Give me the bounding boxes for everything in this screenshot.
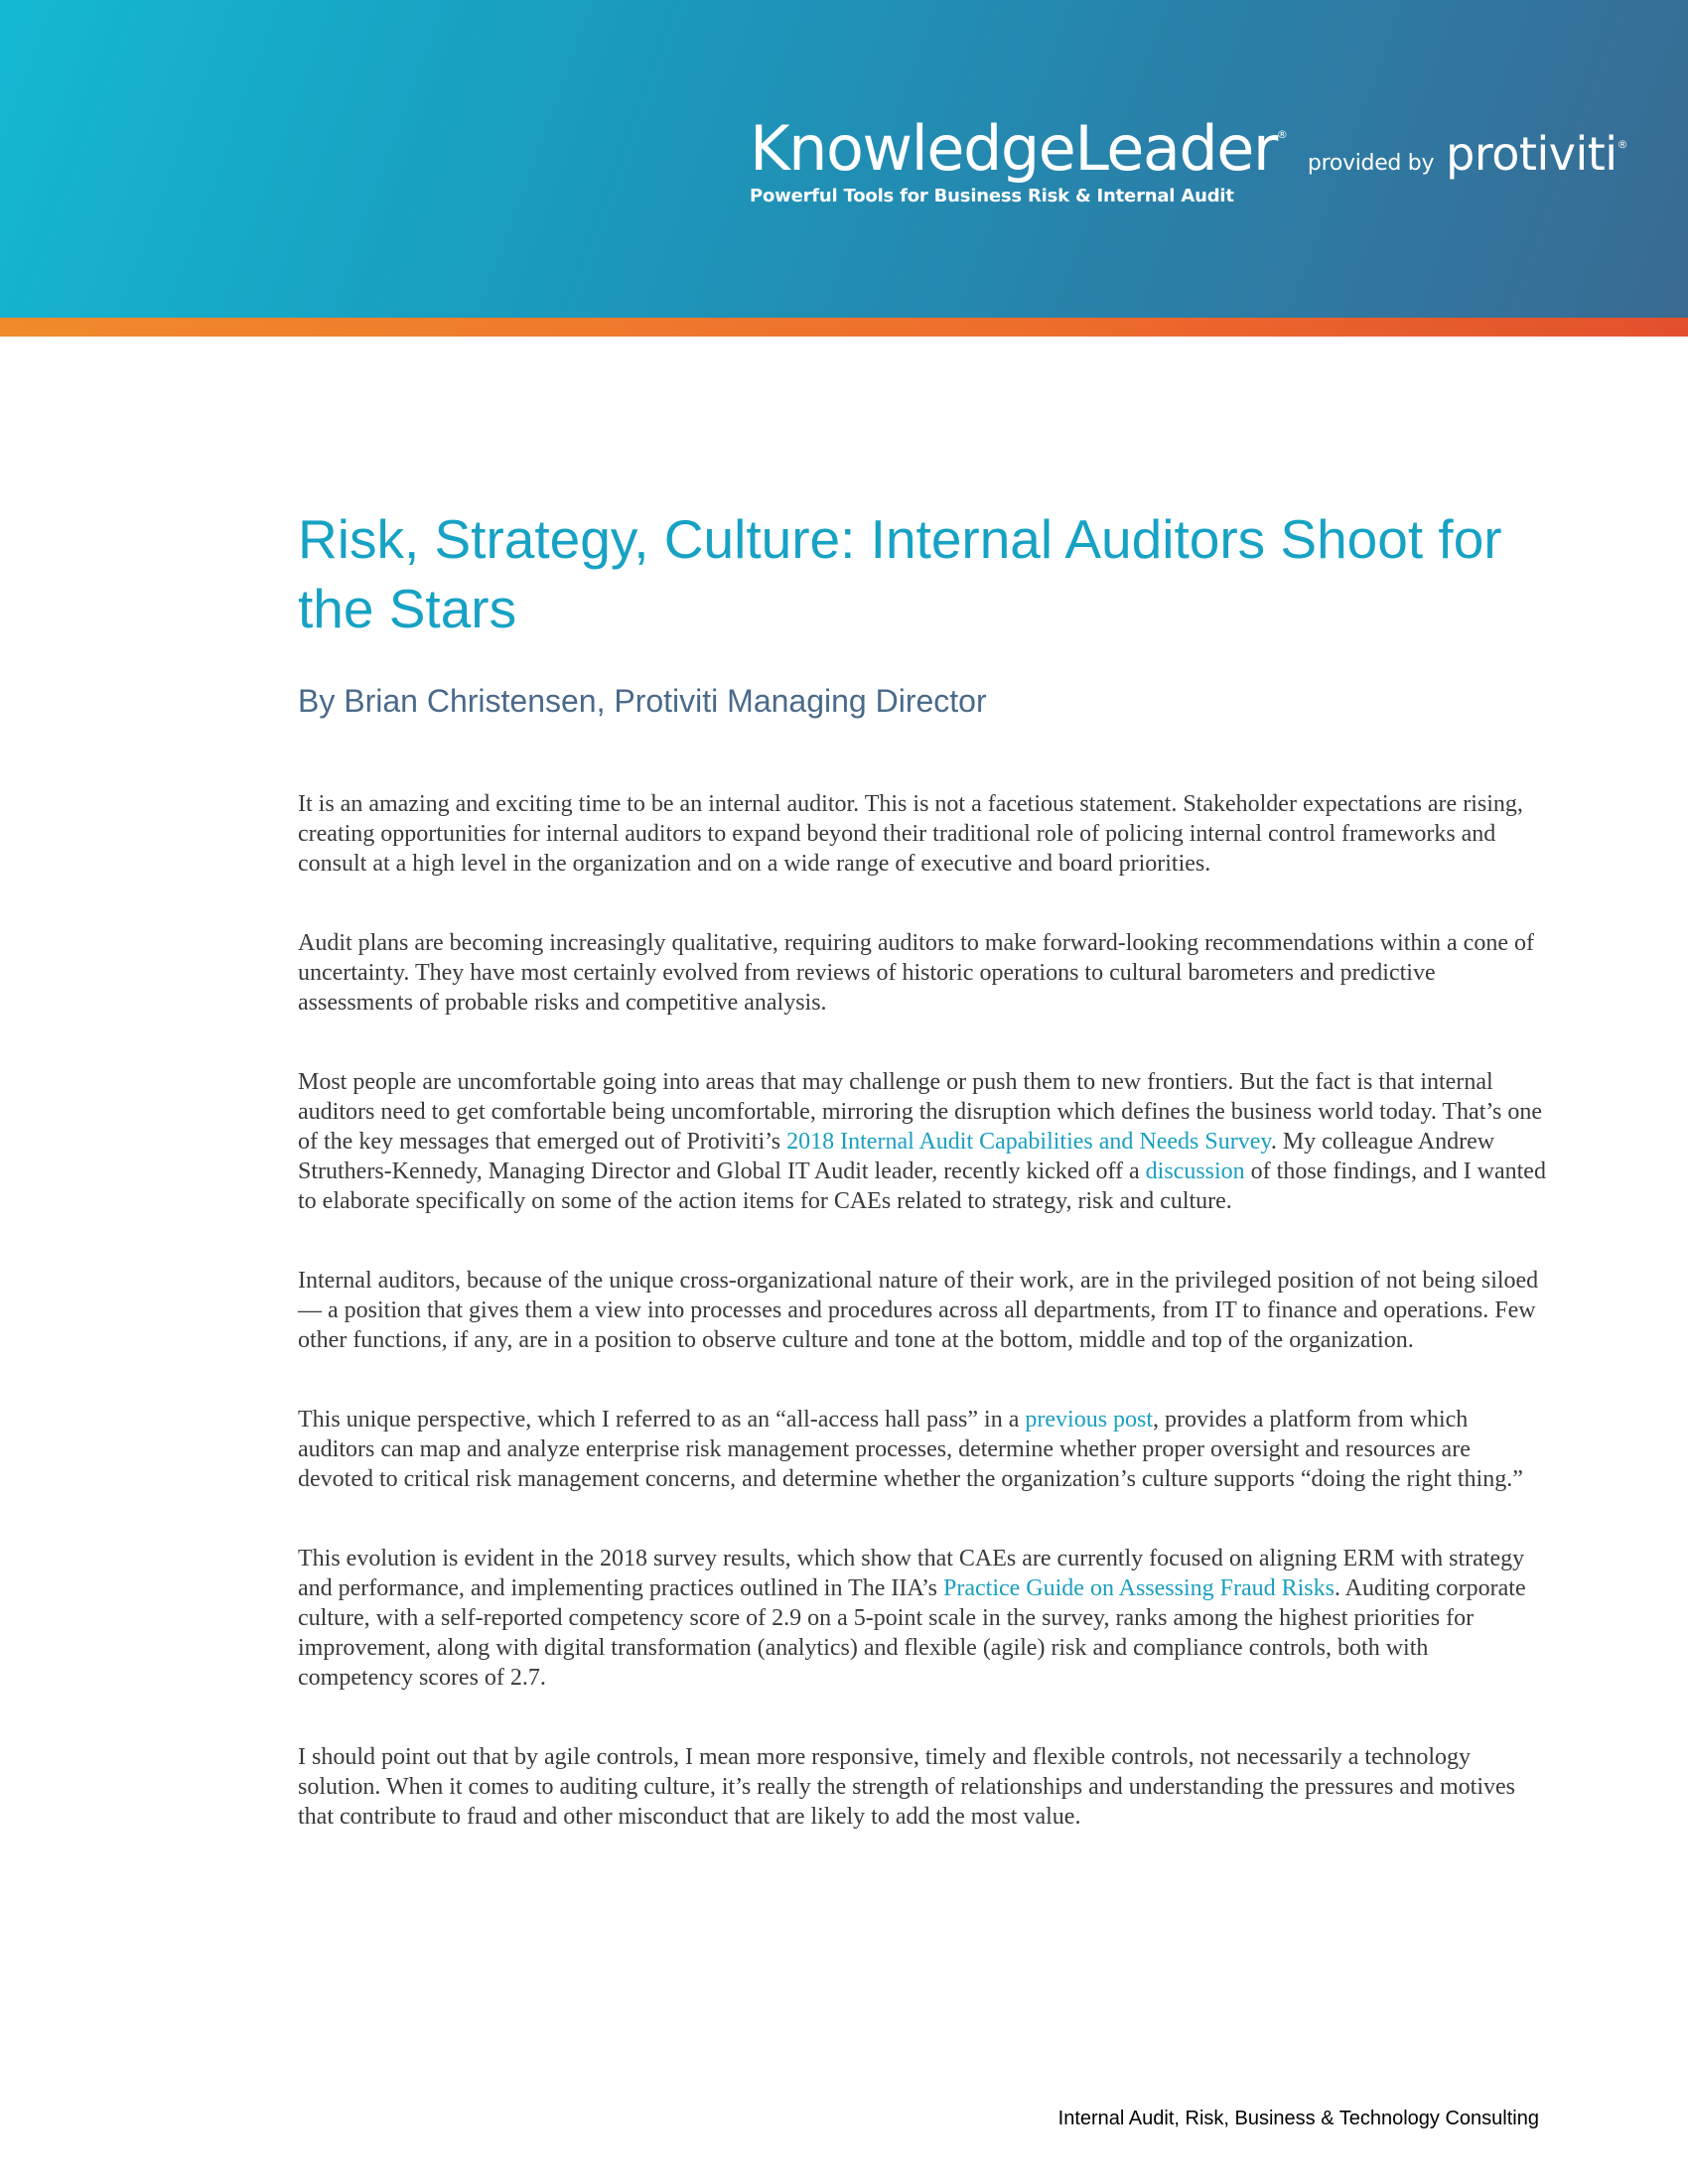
paragraph-3 xyxy=(298,1067,1549,1216)
previous-post-link[interactable]: previous post xyxy=(1025,1407,1154,1433)
company-name: protiviti xyxy=(1446,127,1618,181)
survey-link[interactable]: 2018 Internal Audit Capabilities and Needs Survey xyxy=(786,1129,1271,1155)
registered-mark: ® xyxy=(1276,128,1288,141)
article-body xyxy=(298,789,1549,1881)
paragraph-2: Audit plans are becoming increasingly qualitative, requiring auditors to make forward-looking recommendations within a cone of uncertainty. They have most certainly evolved from reviews of historic operations to cultural barometers and predictive assessments of probable risks and competitive analysis. xyxy=(298,930,1534,1016)
paragraph-6-text-a: This evolution is evident in the 2018 survey results, which show that CAEs are currently focused on aligning ERM with strategy and performance, and implementing practices outlined in The IIA’s xyxy=(298,1546,1525,1601)
paragraph-6-text-b: . Auditing corporate culture, with a self-reported competency score of 2.9 on a 5-point scale in the survey, ranks among the highest priorities for improvement, along with digital transformation (analytics) and flexible (agile) risk and compliance controls, both with competency scores of 2.7. xyxy=(298,1575,1526,1691)
brand-line xyxy=(750,112,1628,185)
accent-bar xyxy=(0,318,1688,337)
paragraph-7: I should point out that by agile controls, I mean more responsive, timely and flexible controls, not necessarily a technology solution. When it comes to auditing culture, it’s really the strength of relationships and understanding the pressures and motives that contribute to fraud and other misconduct that are likely to add the most value. xyxy=(298,1744,1515,1830)
provided-by-label: provided by xyxy=(1307,151,1435,176)
practice-guide-link[interactable]: Practice Guide on Assessing Fraud Risks xyxy=(943,1575,1335,1601)
paragraph-1: It is an amazing and exciting time to be an internal auditor. This is not a facetious statement. Stakeholder expectations are rising, creating opportunities for internal auditors to expand beyond their traditional role of policing internal control frameworks and consult at a high level in the organization and on a wide range of executive and board priorities. xyxy=(298,791,1523,877)
brand-tagline: Powerful Tools for Business Risk & Internal Audit xyxy=(750,186,1234,206)
paragraph-3-text-a: Most people are uncomfortable going into areas that may challenge or push them to new frontiers. But the fact is that internal auditors need to get comfortable being uncomfortable, mirroring the disruption which defines the business world today. That’s one of the key messages that emerged out of Protiviti’s xyxy=(298,1069,1543,1155)
header-banner xyxy=(0,0,1688,318)
paragraph-3-text-b: . My colleague Andrew Struthers-Kennedy, Managing Director and Global IT Audit leader, recently kicked off a xyxy=(298,1129,1495,1184)
brand-name: KnowledgeLeader xyxy=(750,112,1277,185)
article-title: Risk, Strategy, Culture: Internal Auditors Shoot for the Stars xyxy=(298,508,1502,639)
paragraph-5-text-a: This unique perspective, which I referred to as an “all-access hall pass” in a xyxy=(298,1407,1026,1433)
paragraph-5-text-b: , provides a platform from which auditors can map and analyze enterprise risk management processes, determine whether proper oversight and resources are devoted to critical risk management concerns, and determine whether the organization’s culture supports “doing the right thing.” xyxy=(298,1407,1523,1492)
company-registered-mark: ® xyxy=(1617,138,1628,151)
paragraph-4: Internal auditors, because of the unique cross-organizational nature of their work, are in the privileged position of not being siloed — a position that gives them a view into processes and procedures across all departments, from IT to finance and operations. Few other functions, if any, are in a position to observe culture and tone at the bottom, middle and top of the organization. xyxy=(298,1268,1539,1353)
page-footer: Internal Audit, Risk, Business & Technology Consulting xyxy=(1057,2108,1539,2129)
brand-logo xyxy=(750,112,1628,223)
paragraph-5 xyxy=(298,1405,1549,1494)
paragraph-6 xyxy=(298,1544,1549,1693)
article-byline: By Brian Christensen, Protiviti Managing Director xyxy=(298,683,987,719)
discussion-link[interactable]: discussion xyxy=(1145,1159,1245,1184)
paragraph-3-text-c: of those findings, and I wanted to elaborate specifically on some of the action items for CAEs related to strategy, risk and culture. xyxy=(298,1159,1546,1214)
